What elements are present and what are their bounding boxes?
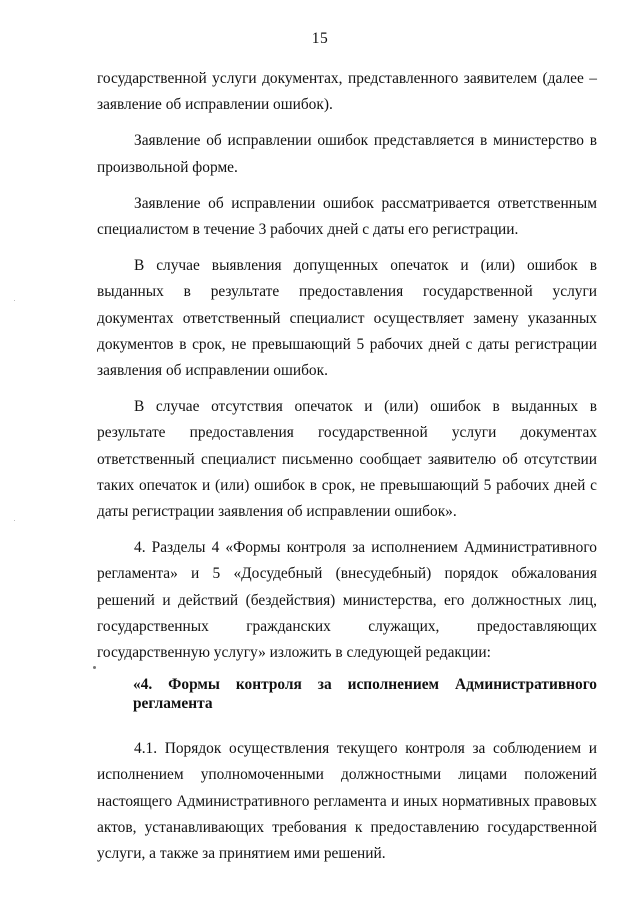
paragraph-application-form: Заявление об исправлении ошибок представляется в министерство в произвольной форме. bbox=[97, 132, 597, 176]
section-heading: «4. Формы контроля за исполнением Административного регламента bbox=[133, 676, 597, 713]
scan-speck bbox=[14, 520, 15, 521]
paragraph-errors-found: В случае выявления допущенных опечаток и (или) ошибок в выданных в результате предоставления государственной услуги документах ответственный специалист осуществляет замену указанных документов в срок, не превышающий 5 рабочих дней с даты регистрации заявления об исправлении ошибок. bbox=[97, 257, 597, 380]
paragraph-amendment: 4. Разделы 4 «Формы контроля за исполнением Административного регламента» и 5 «Досудебный (внесудебный) порядок обжалования решений и действий (бездействия) министерства, его должностных лиц, государственных гражданских служащих, предоставляющих государственную услугу» изложить в следующей редакции: bbox=[97, 539, 597, 662]
paragraph-continuation: государственной услуги документах, представленного заявителем (далее – заявление об исправлении ошибок). bbox=[97, 70, 597, 114]
paragraph-4-1: 4.1. Порядок осуществления текущего контроля за соблюдением и исполнением уполномоченными должностными лицами положений настоящего Административного регламента и иных нормативных правовых актов, устанавливающих требования к предоставлению государственной услуги, а также за принятием ими решений. bbox=[97, 740, 597, 863]
document-body bbox=[97, 66, 597, 867]
page-number: 15 bbox=[311, 30, 329, 47]
scan-speck bbox=[14, 300, 15, 301]
scan-speck bbox=[93, 666, 96, 669]
paragraph-errors-absent: В случае отсутствия опечаток и (или) ошибок в выданных в результате предоставления государственной услуги документах ответственный специалист письменно сообщает заявителю об отсутствии таких опечаток и (или) ошибок в срок, не превышающий 5 рабочих дней с даты регистрации заявления об исправлении ошибок». bbox=[97, 398, 597, 521]
paragraph-review-period: Заявление об исправлении ошибок рассматривается ответственным специалистом в течение 3 рабочих дней с даты его регистрации. bbox=[97, 194, 597, 239]
